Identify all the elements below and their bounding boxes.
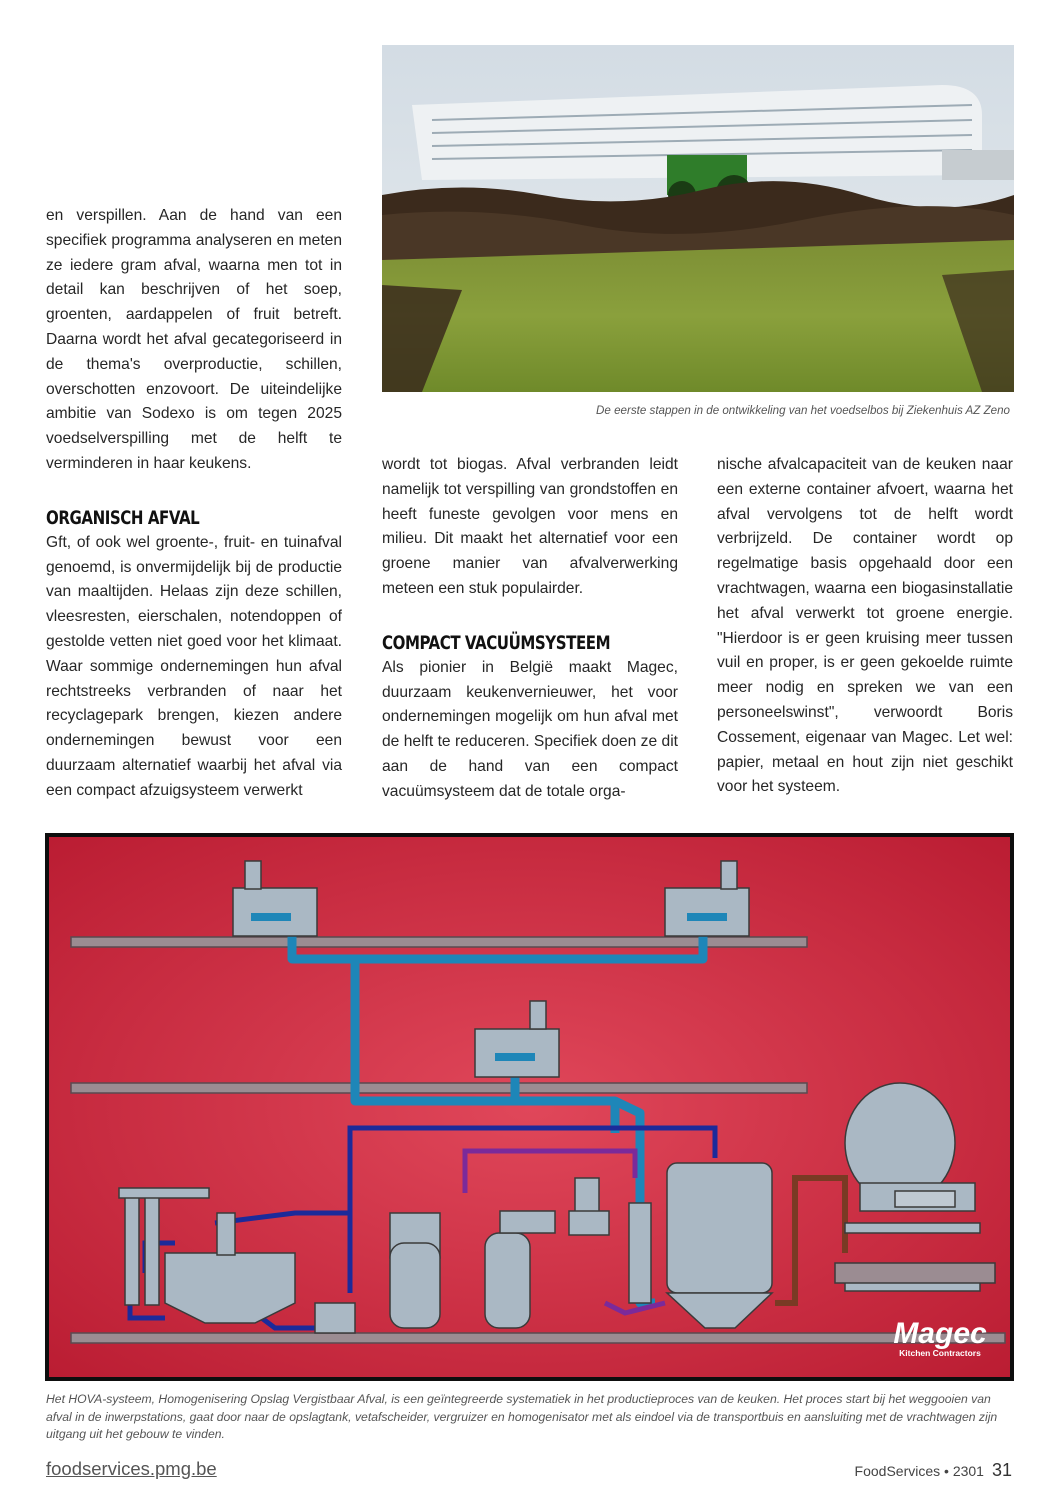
magec-logo [893,1317,987,1358]
page-number: 31 [991,1460,1012,1480]
hospital-photo [382,45,1014,392]
storage-tank [667,1163,772,1328]
floor-slab [71,1083,807,1093]
logo-subtext: Kitchen Contractors [899,1348,981,1358]
paragraph: nische afvalcapaciteit van de keuken naar een externe container afvoert, waarna het afval vervolgens tot de helft wordt verbrijzeld. De container wordt op regelmatige basis opgehaald door een vrachtwagen, waarna een biogasinstallatie het afval verwerkt tot groene energie. "Hierdoor is er geen kruising meer tussen vuil en proper, is er geen gekoelde ruimte meer nodig en spreken we van een personeelswinst", verwoordt Boris Cossement, eigenaar van Magec. Let wel: papier, metaal en hout zijn niet geschikt voor het systeem. [717,456,1013,796]
floor-slab [71,937,807,947]
photo-caption: De eerste stappen in de ontwikkeling van het voedselbos bij Ziekenhuis AZ Zeno [596,404,1010,417]
floor-slab [71,1333,1005,1343]
paragraph: Gft, of ook wel groente-, fruit- en tuinafval genoemd, is onvermijdelijk bij de productie van maaltijden. Helaas zijn deze schillen, vleesresten, eierschalen, notendoppen of gestolde vetten niet goed voor het klimaat. Waar sommige ondernemingen hun afval rechtstreeks verbranden of naar het recyclagepark brengen, kiezen andere ondernemingen bewust voor een duurzaam alternatief waarbij het afval via een compact afzuigsysteem verwerkt [46,533,342,799]
paragraph: en verspillen. Aan de hand van een specifiek programma analyseren en meten ze iedere gram afval, waarna men tot in detail kan beschrijven of het soep, groenten, aardappelen of fruit betreft. Daarna wordt het afval gecategoriseerd in de thema's overproductie, schillen, overschotten enzovoort. De uiteindelijke ambitie van Sodexo is om tegen 2025 voedselverspilling met de helft te verminderen in haar keukens. [46,207,342,472]
shredder [629,1203,651,1303]
page-footer [855,1460,1012,1481]
text-column-1 [46,204,342,804]
section-heading: COMPACT VACUÜMSYSTEEM [382,631,611,654]
paragraph: Als pionier in België maakt Magec, duurzaam keukenvernieuwer, het voor ondernemingen mogelijk om hun afval met de helft te reduceren. Specifiek doen ze dit aan de hand van een compact vacuümsysteem dat de totale orga- [382,658,678,800]
magazine-issue: FoodServices • 2301 [854,1463,984,1479]
text-column-3 [717,453,1013,800]
text-column-2 [382,453,678,805]
paragraph: wordt tot biogas. Afval verbranden leidt namelijk tot verspilling van grondstoffen en heeft funeste gevolgen voor mens en milieu. Dit maakt het alternatief voor een groene manier van afvalverwerking meteen een stuk populairder. [382,456,678,597]
website-link[interactable]: foodservices.pmg.be [46,1458,217,1479]
logo-text: Magec [893,1317,987,1350]
diagram-caption: Het HOVA-systeem, Homogenisering Opslag Vergistbaar Afval, is een geïntegreerde systematiek in het productieproces van de keuken. Het proces start bij het weggooien van afval in de inwerpstations, gaat door naar de opslagtank, vetafscheider, vergruizer en homogenisator met als eindoel via de transportbuis en aansluiting met de vrachtwagen zijn uitgang uit het gebouw te vinden. [46,1392,998,1441]
hova-system-diagram [45,833,1014,1381]
section-heading: ORGANISCH AFVAL [46,506,200,529]
